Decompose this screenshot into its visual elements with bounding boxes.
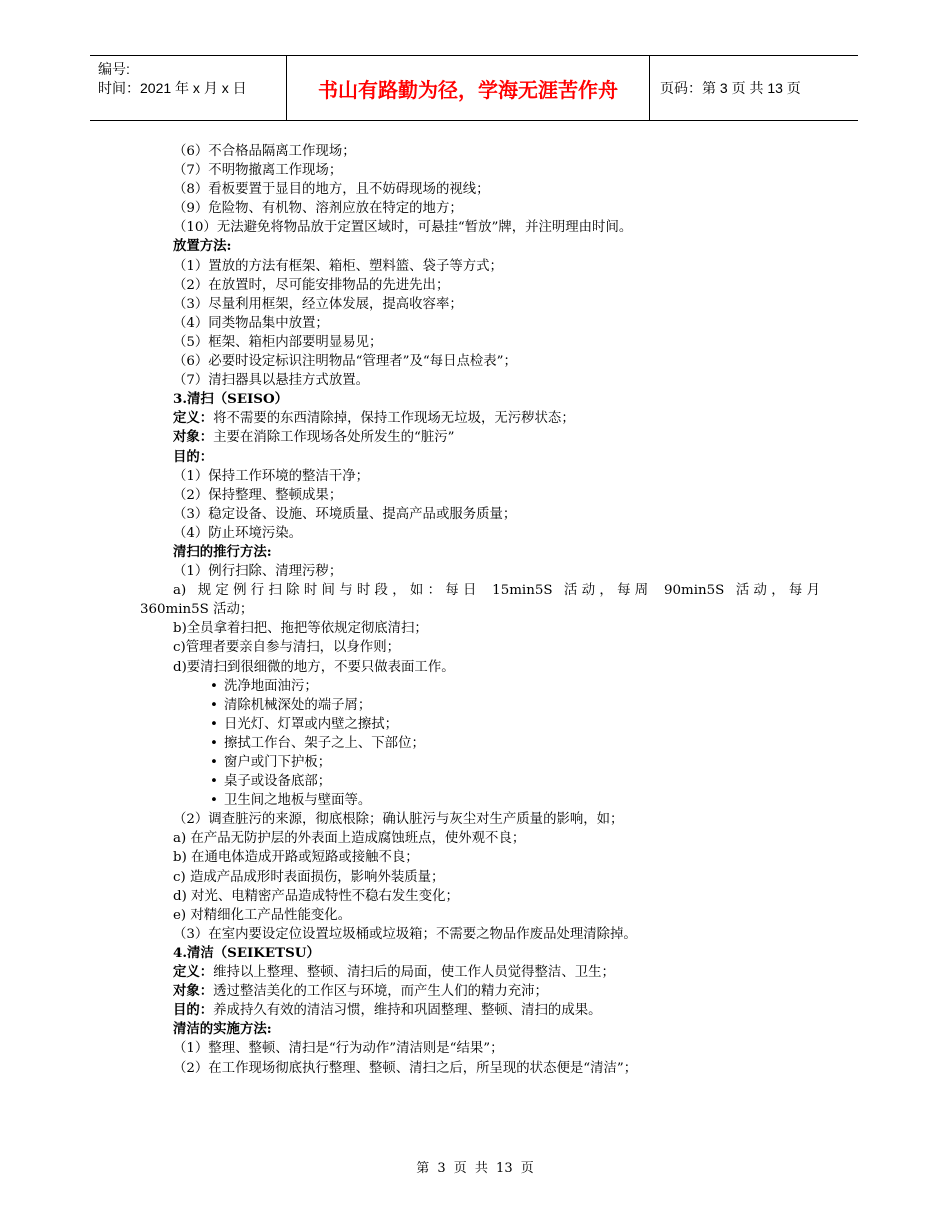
text-line	[140, 600, 820, 619]
section-line	[140, 448, 820, 467]
line-text: （2）保持整理、整顿成果；	[173, 487, 343, 503]
bullet-item	[140, 715, 820, 734]
document-number-label: 编号:	[98, 61, 130, 77]
section-label: 对象：	[173, 983, 214, 1000]
section-label: 清洁的实施方法:	[173, 1021, 272, 1038]
line-text: （5）框架、箱柜内部要明显易见；	[173, 334, 383, 350]
header-page-info: 页码：第 3 页 共 13 页	[660, 80, 801, 96]
header-meta	[90, 56, 286, 120]
line-text: c)管理者要亲自参与清扫，以身作则；	[173, 640, 400, 656]
section-label: 清扫的推行方法:	[173, 543, 272, 560]
line-text: （7）清扫器具以悬挂方式放置。	[173, 373, 369, 389]
section-line	[140, 944, 820, 963]
line-text: b)全员拿着扫把、拖把等依规定彻底清扫；	[173, 621, 428, 637]
line-text: （2）在放置时，尽可能安排物品的先进先出；	[173, 277, 450, 293]
line-text: （3）尽量利用框架，经立体发展，提高收容率；	[173, 296, 463, 312]
line-text: （6）不合格品隔离工作现场；	[173, 144, 356, 159]
line-text: 360min5S 活动；	[140, 602, 254, 618]
line-text: （6）必要时设定标识注明物品“管理者”及“每日点检表”；	[173, 354, 517, 370]
line-text: （1）保持工作环境的整洁干净；	[173, 468, 369, 484]
text-line	[140, 486, 820, 505]
bullet-text: 日光灯、灯罩或内壁之擦拭；	[224, 716, 399, 732]
line-text: a) 规定例行扫除时间与时段，如：每日 15min5S 活动，每周 90min5S 活动，每月	[173, 583, 820, 599]
line-text: （7）不明物撤离工作现场；	[173, 163, 343, 179]
line-text: （4）防止环境污染。	[173, 525, 303, 541]
bullet-icon: •	[210, 716, 218, 732]
page-footer: 第 3 页 共 13 页	[416, 1161, 534, 1176]
text-line	[140, 314, 820, 333]
text-line	[140, 562, 820, 581]
text-line	[140, 848, 820, 867]
text-line	[140, 868, 820, 887]
line-text: 维持以上整理、整顿、清扫后的局面，使工作人员觉得整洁、卫生；	[213, 965, 615, 981]
line-text: （2）调查脏污的来源，彻底根除；确认脏污与灰尘对生产质量的影响，如；	[173, 812, 624, 828]
text-line	[140, 810, 820, 829]
bullet-icon: •	[210, 774, 218, 790]
line-text: 主要在消除工作现场各处所发生的“脏污”	[213, 430, 455, 446]
text-line	[140, 180, 820, 199]
text-line	[140, 276, 820, 295]
line-text: 透过整洁美化的工作区与环境，而产生人们的精力充沛；	[213, 984, 548, 1000]
line-text: （9）危险物、有机物、溶剂应放在特定的地方；	[173, 201, 463, 217]
bullet-text: 桌子或设备底部；	[224, 774, 332, 790]
text-line	[140, 581, 820, 600]
bullet-icon: •	[210, 697, 218, 713]
bullet-icon: •	[210, 793, 218, 809]
line-text: a) 在产品无防护层的外表面上造成腐蚀班点，使外观不良；	[173, 831, 526, 847]
bullet-text: 洗净地面油污；	[224, 678, 318, 694]
section-label: 定义：	[173, 964, 214, 981]
page-header	[90, 55, 858, 121]
section-line	[140, 237, 820, 256]
line-text: （1）整理、整顿、清扫是“行为动作”清洁则是“结果”；	[173, 1041, 504, 1057]
bullet-item	[140, 772, 820, 791]
bullet-icon: •	[210, 755, 218, 770]
section-label: 放置方法:	[173, 238, 232, 255]
bullet-icon: •	[210, 735, 218, 751]
text-line	[140, 1059, 820, 1078]
section-line	[140, 543, 820, 562]
bullet-text: 窗户或门下护板；	[224, 755, 332, 770]
line-text: c) 造成产品成形时表面损伤，影响外装质量；	[173, 869, 445, 885]
text-line	[140, 142, 820, 161]
text-line	[140, 218, 820, 237]
text-line	[140, 199, 820, 218]
section-line	[140, 428, 820, 447]
line-text: （8）看板要置于显目的地方，且不妨碍现场的视线；	[173, 182, 490, 198]
line-text: 养成持久有效的清洁习惯，维持和巩固整理、整顿、清扫的成果。	[213, 1003, 602, 1019]
text-line	[140, 505, 820, 524]
line-text: （3）在室内要设定位设置垃圾桶或垃圾箱；不需要之物品作废品处理清除掉。	[173, 926, 637, 942]
text-line	[140, 257, 820, 276]
text-line	[140, 524, 820, 543]
section-label: 对象：	[173, 429, 214, 446]
line-text: （3）稳定设备、设施、环境质量、提高产品或服务质量；	[173, 506, 517, 522]
section-label: 4.清洁（SEIKETSU）	[173, 944, 320, 961]
line-text: e) 对精细化工产品性能变化。	[173, 907, 352, 923]
line-text: （10）无法避免将物品放于定置区域时，可悬挂“暂放”牌，并注明理由时间。	[173, 220, 633, 236]
text-line	[140, 619, 820, 638]
line-text: b) 在通电体造成开路或短路或接触不良；	[173, 850, 419, 866]
text-line	[140, 638, 820, 657]
text-line	[140, 829, 820, 848]
line-text: （1）例行扫除、清理污秽；	[173, 564, 343, 580]
section-label: 目的：	[173, 448, 214, 465]
bullet-text: 卫生间之地板与壁面等。	[224, 793, 372, 809]
section-line	[140, 1001, 820, 1020]
text-line	[140, 925, 820, 944]
text-line	[140, 906, 820, 925]
line-text: 将不需要的东西清除掉，保持工作现场无垃圾，无污秽状态；	[213, 411, 575, 427]
section-line	[140, 409, 820, 428]
line-text: （4）同类物品集中放置；	[173, 315, 329, 331]
text-line	[140, 295, 820, 314]
bullet-text: 擦拭工作台、架子之上、下部位；	[224, 735, 425, 751]
section-line	[140, 963, 820, 982]
document-body	[140, 142, 820, 1078]
line-text: （1）置放的方法有框架、箱柜、塑料篮、袋子等方式；	[173, 258, 503, 274]
bullet-item	[140, 753, 820, 772]
section-label: 目的：	[173, 1002, 214, 1019]
line-text: （2）在工作现场彻底执行整理、整顿、清扫之后，所呈现的状态便是“清洁”；	[173, 1060, 638, 1076]
text-line	[140, 352, 820, 371]
section-line	[140, 390, 820, 409]
text-line	[140, 658, 820, 677]
text-line	[140, 161, 820, 180]
line-text: d)要清扫到很细微的地方，不要只做表面工作。	[173, 659, 455, 675]
bullet-item	[140, 696, 820, 715]
bullet-icon: •	[210, 678, 218, 694]
document-time: 时间：2021 年 x 月 x 日	[98, 80, 247, 96]
bullet-item	[140, 734, 820, 753]
bullet-text: 清除机械深处的端子屑；	[224, 697, 372, 713]
bullet-item	[140, 791, 820, 810]
text-line	[140, 1039, 820, 1058]
section-line	[140, 982, 820, 1001]
section-label: 3.清扫（SEISO）	[173, 391, 289, 408]
bullet-item	[140, 677, 820, 696]
line-text: d) 对光、电精密产品造成特性不稳右发生变化；	[173, 888, 459, 904]
header-motto: 书山有路勤为径，学海无涯苦作舟	[286, 56, 650, 120]
text-line	[140, 371, 820, 390]
section-line	[140, 1020, 820, 1039]
text-line	[140, 467, 820, 486]
section-label: 定义：	[173, 410, 214, 427]
text-line	[140, 333, 820, 352]
text-line	[140, 887, 820, 906]
